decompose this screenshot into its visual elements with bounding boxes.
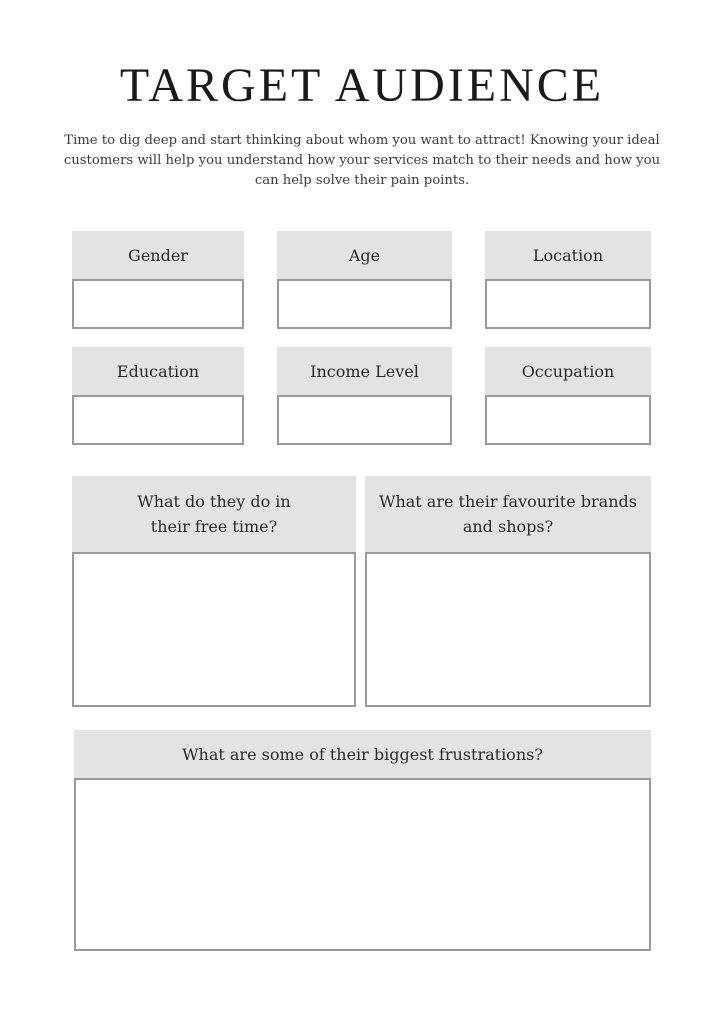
occupation-card xyxy=(485,347,651,445)
income-level-label: Income Level xyxy=(277,347,452,395)
gender-card xyxy=(72,231,244,329)
education-field[interactable] xyxy=(72,395,244,445)
frustrations-field[interactable] xyxy=(74,778,651,951)
age-card xyxy=(277,231,452,329)
location-card xyxy=(485,231,651,329)
education-card xyxy=(72,347,244,445)
page-title: TARGET AUDIENCE xyxy=(119,59,605,112)
occupation-label: Occupation xyxy=(485,347,651,395)
age-label: Age xyxy=(277,231,452,279)
frustrations-card xyxy=(74,730,651,951)
gender-label: Gender xyxy=(72,231,244,279)
brands-label: What are their favourite brands and shops? xyxy=(365,476,651,552)
free-time-label: What do they do in their free time? xyxy=(72,476,356,552)
occupation-field[interactable] xyxy=(485,395,651,445)
frustrations-label: What are some of their biggest frustrations? xyxy=(74,730,651,778)
gender-field[interactable] xyxy=(72,279,244,329)
brands-field[interactable] xyxy=(365,552,651,707)
location-label: Location xyxy=(485,231,651,279)
location-field[interactable] xyxy=(485,279,651,329)
income-level-card xyxy=(277,347,452,445)
free-time-card xyxy=(72,476,356,707)
brands-card xyxy=(365,476,651,707)
age-field[interactable] xyxy=(277,279,452,329)
income-level-field[interactable] xyxy=(277,395,452,445)
free-time-field[interactable] xyxy=(72,552,356,707)
intro-text: Time to dig deep and start thinking about whom you want to attract! Knowing your ideal customers will help you understand how your services match to their needs and how you can help solve their pain points. xyxy=(63,133,661,188)
education-label: Education xyxy=(72,347,244,395)
